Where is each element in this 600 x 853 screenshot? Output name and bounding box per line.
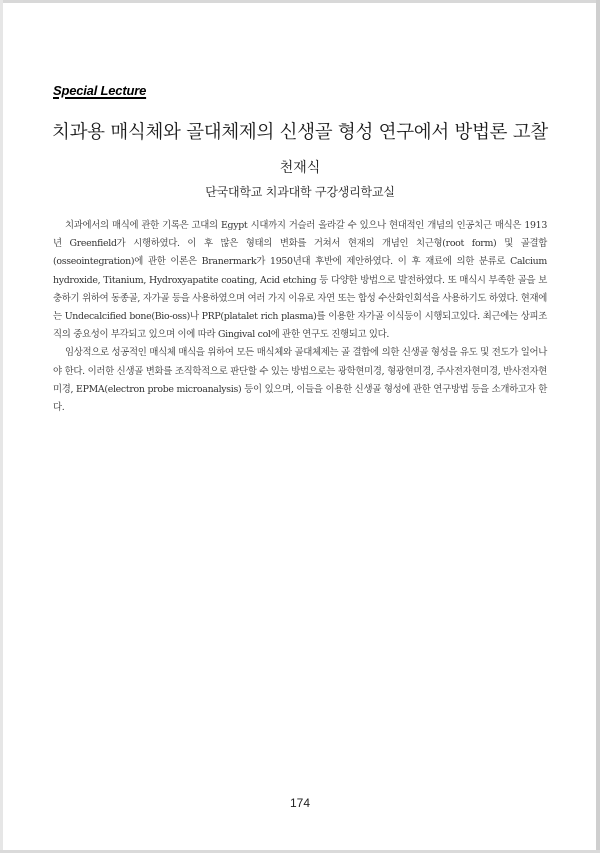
article-body [53,217,547,417]
author-affiliation: 단국대학교 치과대학 구강생리학교실 [205,185,395,199]
body-paragraph: 임상적으로 성공적인 매식체 매식을 위하여 모든 매식체와 골대체제는 골 결합에 의한 신생골 형성을 유도 및 전도가 일어나야 한다. 이러한 신생골 변화를 조직학적으로 판단할 수 있는 방법으로는 광학현미경, 형광현미경, 주사전자현미경, 반사전자현미경, EPMA(electron probe microanalysis) 등이 있으며, 이들을 이용한 신생골 형성에 관한 연구방법 등을 소개하고자 한다. [53,347,547,414]
page-number: 174 [289,796,311,810]
section-label: Special Lecture [53,83,147,98]
article-author: 천재식 [279,160,321,176]
article-title: 치과용 매식체와 골대체제의 신생골 형성 연구에서 방법론 고찰 [52,122,548,143]
page-border-top [0,0,600,3]
body-paragraph: 치과에서의 매식에 관한 기록은 고대의 Egypt 시대까지 거슬러 올라갈 수 있으나 현대적인 개념의 인공치근 매식은 1913년 Greenfield가 시행하였다. 이 후 많은 형태의 변화를 거쳐서 현재의 개념인 치근형(root form) 및 골결합(osseointegration)에 관한 이론은 Branermark가 1950년대 후반에 제안하였다. 이 후 재료에 의한 분류로 Calcium hydroxide, Titanium, Hydroxyapatite coating, Acid etching 등 다양한 방법으로 발전하였다. 또 매식시 부족한 골을 보충하기 위하여 동종골, 자가골 등을 사용하였으며 여러 가지 이유로 자연 또는 합성 수산화인회석을 사용하기도 하였다. 현재에는 Undecalcified bone(Bio-oss)나 PRP(platalet rich plasma)를 이용한 자가골 이식등이 시행되고있다. 최근에는 상피조직의 중요성이 부각되고 있으며 이에 따라 Gingival col에 관한 연구도 진행되고 있다. [53,220,547,341]
